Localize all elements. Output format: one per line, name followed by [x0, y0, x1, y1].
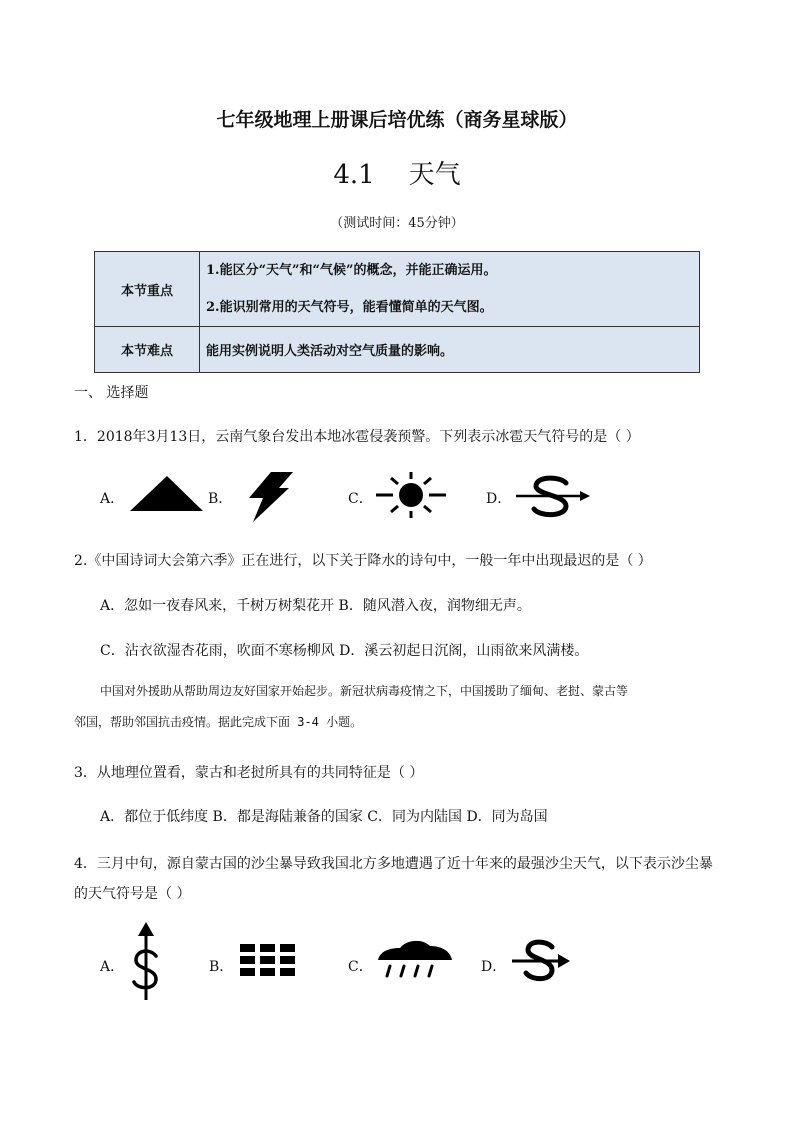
passage-line-1: 中国对外援助从帮助周边友好国家开始起步。新冠状病毒疫情之下，中国援助了缅甸、老挝、蒙古等: [100, 684, 629, 698]
q2-options-line-1: A．忽如一夜春风来，千树万树梨花开 B．随风潜入夜，润物细无声。: [100, 598, 531, 614]
difficult-label: 本节难点: [95, 327, 200, 373]
question-4-line-2: 的天气符号是（ ）: [74, 886, 191, 902]
q4-option-a-label: A．: [100, 959, 125, 975]
key-point-1: 1.能区分“天气”和“气候”的概念，并能正确运用。: [206, 263, 497, 278]
question-4-line-1: 4．三月中旬，源自蒙古国的沙尘暴导致我国北方多地遭遇了近十年来的最强沙尘天气，以下表示沙尘暴: [74, 856, 713, 872]
cloud-rain-icon: [376, 938, 454, 980]
question-3: 3．从地理位置看，蒙古和老挝所具有的共同特征是（ ）: [74, 765, 424, 781]
question-1: 1．2018年3月13日，云南气象台发出本地冰雹侵袭预警。下列表示冰雹天气符号的是（ ）: [74, 429, 640, 445]
sun-icon: [374, 470, 448, 522]
lesson-title: [0, 154, 794, 191]
q1-option-d-label: D．: [486, 491, 512, 507]
lesson-name: 天气: [408, 160, 461, 190]
q1-option-a-label: A．: [100, 491, 125, 507]
s-arrow-icon: [512, 940, 572, 984]
q2-options-line-2: C．沾衣欲湿杏花雨，吹面不寒杨柳风 D．溪云初起日沉阁，山雨欲来风满楼。: [100, 643, 589, 659]
question-2: 2.《中国诗词大会第六季》正在进行，以下关于降水的诗句中，一般一年中出现最迟的是（ ）: [74, 553, 652, 569]
q1-option-c-label: C．: [348, 491, 373, 507]
difficult-point: 能用实例说明人类活动对空气质量的影响。: [200, 327, 700, 373]
passage-line-2: 邻国，帮助邻国抗击疫情。据此完成下面 3-4 小题。: [74, 715, 363, 729]
key-point-2: 2.能识别常用的天气符号，能看懂简单的天气图。: [206, 300, 493, 315]
fog-grid-icon: [240, 944, 296, 976]
key-label: 本节重点: [95, 252, 200, 327]
q3-options: A．都位于低纬度 B．都是海陆兼备的国家 C．同为内陆国 D．同为岛国: [100, 809, 548, 825]
test-time: （测试时间：45分钟）: [330, 216, 464, 231]
key-points-cell: [200, 252, 700, 327]
triangle-icon: [130, 474, 204, 512]
q4-option-b-label: B．: [209, 959, 234, 975]
q1-option-b-label: B．: [208, 491, 233, 507]
lesson-number: 4.1: [333, 160, 375, 190]
lightning-icon: [243, 472, 295, 522]
section-heading: 一、 选择题: [74, 385, 149, 401]
sandstorm-icon: [514, 474, 590, 520]
q4-option-d-label: D．: [481, 959, 507, 975]
dollar-arrow-icon: [128, 922, 168, 1002]
q4-option-c-label: C．: [348, 959, 373, 975]
focus-table: [94, 251, 700, 373]
page-title: 七年级地理上册课后培优练（商务星球版）: [216, 109, 578, 131]
